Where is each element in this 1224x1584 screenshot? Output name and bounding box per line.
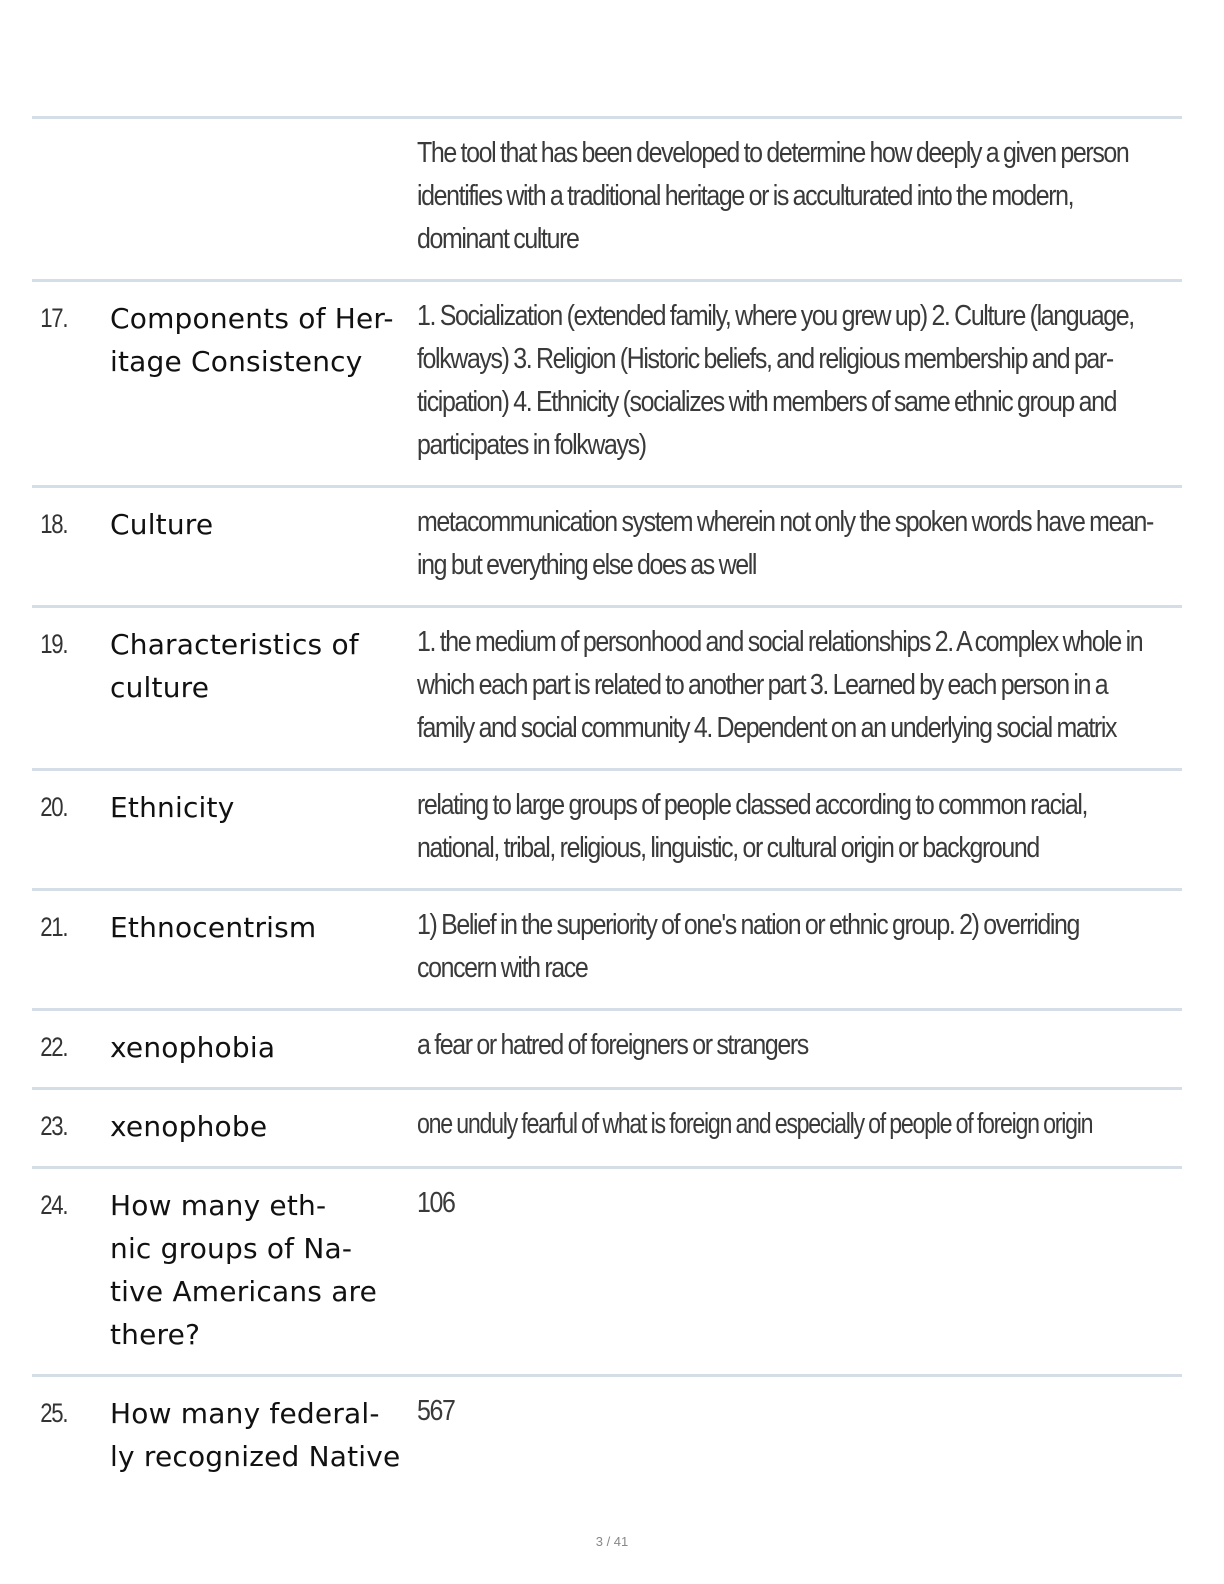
- row-definition: [417, 1011, 1224, 1087]
- row-definition: [417, 488, 1224, 605]
- row-definition-text: relating to large groups of people classed according to common racial, national, tribal, religious, linguistic, or cultural origin or background: [417, 789, 1088, 864]
- flashcard-table: [32, 116, 1182, 1496]
- row-term: xenophobe: [110, 1110, 268, 1143]
- row-definition-text: a fear or hatred of foreigners or strangers: [417, 1029, 808, 1061]
- table-row: [32, 605, 1182, 768]
- row-definition: [417, 771, 1224, 888]
- table-row: [32, 279, 1182, 485]
- table-row: [32, 768, 1182, 888]
- row-definition: [417, 1377, 1224, 1496]
- row-term: Ethnicity: [110, 791, 235, 824]
- table-row: [32, 1008, 1182, 1087]
- page-indicator: 3 / 41: [595, 1534, 629, 1549]
- row-definition-text: 106: [417, 1187, 455, 1219]
- row-number: 21.: [40, 912, 68, 942]
- table-row: [32, 116, 1182, 279]
- row-definition: [417, 1090, 1224, 1166]
- row-number: 18.: [40, 509, 68, 539]
- row-term: Characteristics of culture: [110, 628, 359, 704]
- row-definition: [417, 282, 1224, 485]
- row-number: 22.: [40, 1032, 68, 1062]
- table-row: [32, 485, 1182, 605]
- row-definition-text: metacommunication system wherein not only the spoken words have mean- ing but everything else does as well: [417, 506, 1153, 581]
- table-row: [32, 1166, 1182, 1374]
- row-definition-text: The tool that has been developed to determine how deeply a given person identifies with a traditional heritage or is acculturated into the modern, dominant culture: [417, 137, 1129, 255]
- row-term: How many eth- nic groups of Na- tive Americans are there?: [110, 1189, 378, 1351]
- row-number: 20.: [40, 792, 68, 822]
- table-row: [32, 1374, 1182, 1496]
- row-definition: [417, 119, 1224, 279]
- row-definition: [417, 891, 1224, 1008]
- row-number: 23.: [40, 1111, 68, 1141]
- row-term: Culture: [110, 508, 214, 541]
- row-definition-text: 1. Socialization (extended family, where you grew up) 2. Culture (language, folkways) 3. Religion (Historic beliefs, and religious membership and par- ticipation) 4. Ethnicity (socializes with members of same ethnic group and participates in folkways): [417, 300, 1134, 461]
- row-term: How many federal- ly recognized Native: [110, 1397, 401, 1473]
- table-row: [32, 1087, 1182, 1166]
- row-definition: [417, 608, 1224, 768]
- row-definition-text: 567: [417, 1395, 455, 1427]
- row-number: 24.: [40, 1190, 68, 1220]
- row-term: xenophobia: [110, 1031, 276, 1064]
- row-number: 25.: [40, 1398, 68, 1428]
- row-definition-text: 1. the medium of personhood and social relationships 2. A complex whole in which each part is related to another part 3. Learned by each person in a family and social community 4. Dependent on an underlying social matrix: [417, 626, 1143, 744]
- table-row: [32, 888, 1182, 1008]
- row-definition: [417, 1169, 1224, 1374]
- row-term: Ethnocentrism: [110, 911, 317, 944]
- row-number: 19.: [40, 629, 68, 659]
- row-number: 17.: [40, 303, 68, 333]
- row-term: Components of Her- itage Consistency: [110, 302, 394, 378]
- row-definition-text: one unduly fearful of what is foreign and especially of people of foreign origin: [417, 1108, 1093, 1140]
- row-definition-text: 1) Belief in the superiority of one's nation or ethnic group. 2) overriding concern with race: [417, 909, 1080, 984]
